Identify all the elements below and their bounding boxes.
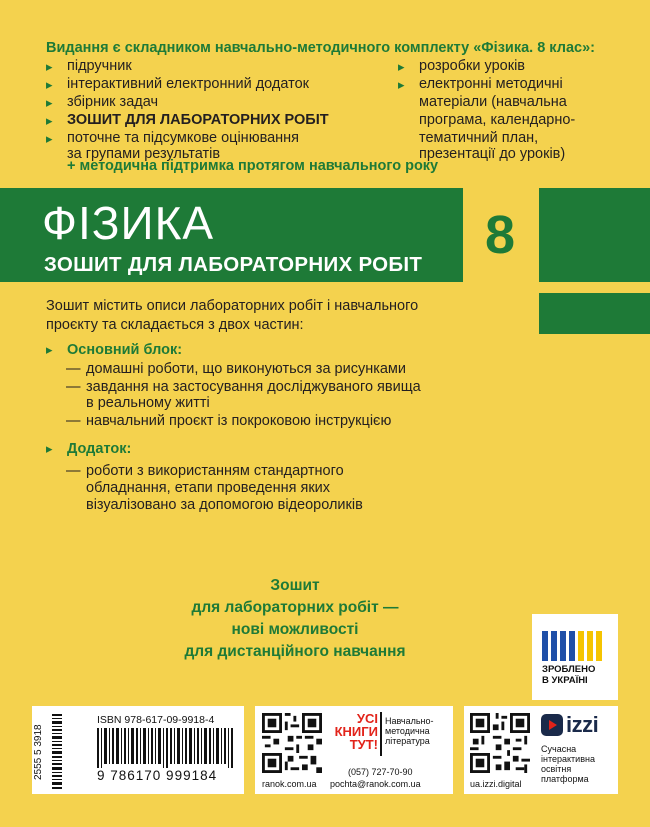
support-note: + методична підтримка протягом навчального року <box>67 158 439 174</box>
left-list <box>46 58 386 162</box>
list-item-continuation: обладнання, етапи проведення яких <box>86 480 331 496</box>
ranok-phone: (057) 727-70-90 <box>348 767 413 777</box>
list-item-continuation: в реальному житті <box>86 395 210 411</box>
ranok-qr-icon[interactable] <box>262 713 322 773</box>
appendix-heading: ▸ Додаток: <box>46 441 132 457</box>
list-item-continuation: за групами результатів <box>67 146 221 162</box>
list-item-continuation: матеріали (навчальна <box>419 94 567 110</box>
main-block-heading: ▸ Основний блок: <box>46 342 183 358</box>
side-code: 2555 5 3918 <box>33 724 44 780</box>
list-item: ▸ підручник <box>46 58 132 74</box>
book-subtitle: ЗОШИТ ДЛЯ ЛАБОРАТОРНИХ РОБІТ <box>44 253 423 276</box>
ranok-description: Навчально- методична література <box>385 716 434 746</box>
isbn: ISBN 978-617-09-9918-4 <box>97 714 215 726</box>
made-in-ukraine-text: ЗРОБЛЕНО В УКРАЇНІ <box>542 664 596 686</box>
barcode-icon <box>97 728 235 768</box>
slogan: Зошит для лабораторних робіт — нові можливості для дистанційного навчання <box>184 577 406 660</box>
list-item: ▸ збірник задач <box>46 94 159 110</box>
list-item: — навчальний проєкт із покроковою інструкцією <box>66 413 392 429</box>
intro-text: Зошит містить описи лабораторних робіт і навчального проєкту та складається з двох частин: <box>46 298 419 333</box>
izzi-description: Сучасна інтерактивна освітня платформа <box>541 744 595 784</box>
decor-block-top <box>539 188 650 282</box>
izzi-site[interactable]: ua.izzi.digital <box>470 779 522 789</box>
list-item: — завдання на застосування досліджуваного явища <box>66 379 421 395</box>
list-item: ▸ електронні методичні <box>398 76 563 92</box>
grade-number: 8 <box>470 188 530 282</box>
series-title: Видання є складником навчально-методичного комплекту «Фізика. 8 клас»: <box>46 40 595 56</box>
list-item-continuation: візуалізовано за допомогою відеороликів <box>86 497 363 513</box>
list-item-highlight: ▸ ЗОШИТ ДЛЯ ЛАБОРАТОРНИХ РОБІТ <box>46 112 329 128</box>
list-item-continuation: тематичний план, <box>419 130 539 146</box>
list-item: ▸ поточне та підсумкове оцінювання <box>46 130 300 146</box>
ranok-site[interactable]: ranok.com.ua <box>262 779 317 789</box>
list-item-continuation: презентації до уроків) <box>419 146 566 162</box>
barcode-number: 9 786170 999184 <box>97 768 218 783</box>
list-item-continuation: програма, календарно- <box>419 112 576 128</box>
ranok-email[interactable]: pochta@ranok.com.ua <box>330 779 421 789</box>
list-item: ▸ інтерактивний електронний додаток <box>46 76 310 92</box>
list-item: ▸ розробки уроків <box>398 58 526 74</box>
decor-block-bottom <box>539 293 650 334</box>
izzi-qr-icon[interactable] <box>470 713 530 773</box>
izzi-logo: izzi <box>566 712 599 737</box>
divider <box>380 712 382 756</box>
side-barcode-icon <box>52 714 62 790</box>
list-item: — роботи з використанням стандартного <box>66 463 344 479</box>
book-title: ФІЗИКА <box>42 197 215 249</box>
izzi-play-icon <box>541 714 563 736</box>
ranok-slogan: УСІ КНИГИ ТУТ! <box>334 711 378 752</box>
right-list <box>398 58 648 162</box>
ukraine-flag-icon <box>542 631 608 661</box>
list-item: — домашні роботи, що виконуються за рисунками <box>66 361 407 377</box>
